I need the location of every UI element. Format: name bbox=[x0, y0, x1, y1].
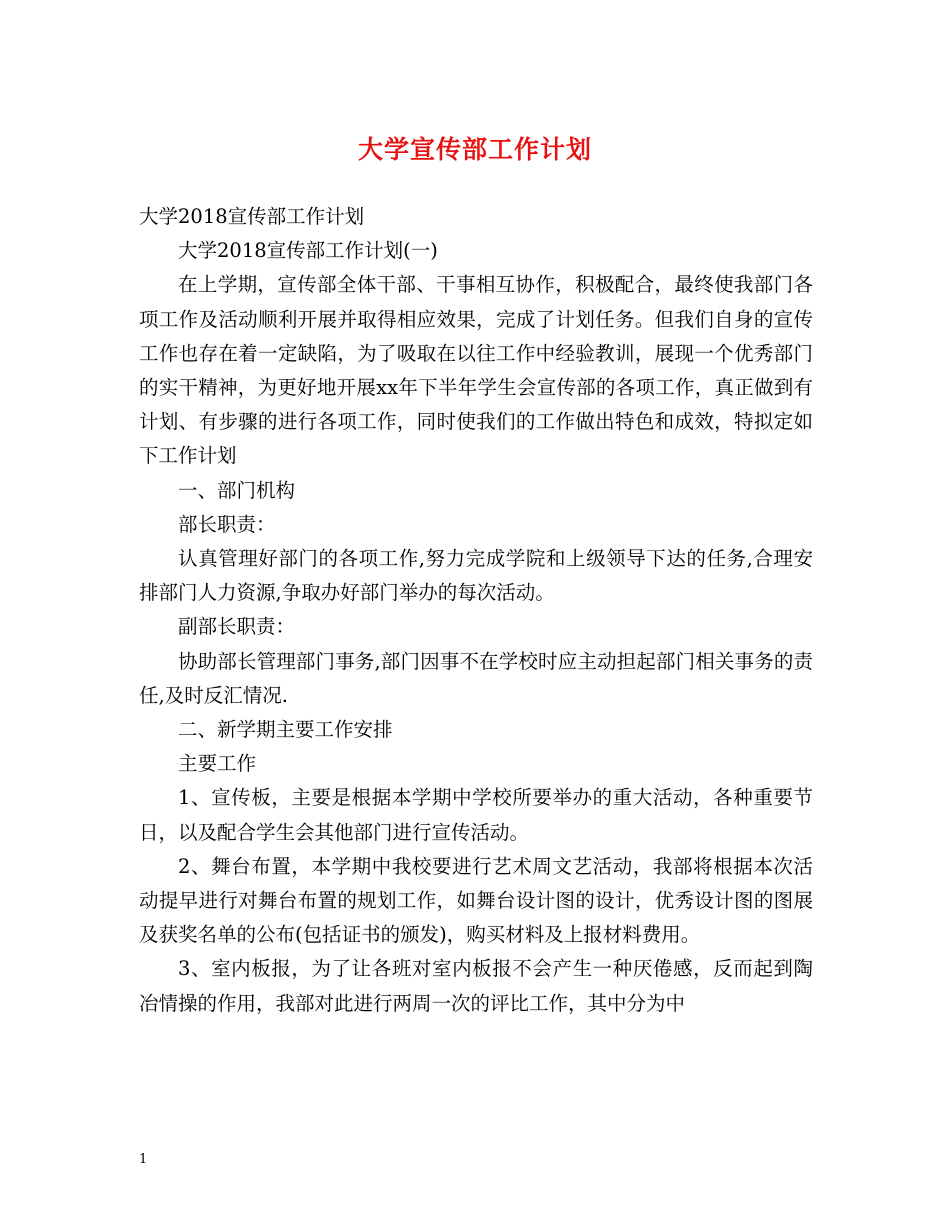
document-title: 大学宣传部工作计划 bbox=[357, 135, 592, 164]
document-body bbox=[139, 200, 813, 1021]
paragraph-heading: 大学2018宣传部工作计划 bbox=[139, 205, 365, 228]
paragraph-item-2: 2、舞台布置，本学期中我校要进行艺术周文艺活动，我部将根据本次活动提早进行对舞台布置的规划工作，如舞台设计图的设计，优秀设计图的图展及获奖名单的公布(包括证书的颁发)，购买材料及上报材料费用。 bbox=[139, 854, 813, 947]
paragraph-item-1: 1、宣传板，主要是根据本学期中学校所要举办的重大活动，各种重要节日，以及配合学生会其他部门进行宣传活动。 bbox=[139, 786, 813, 844]
paragraph-minister-duties: 认真管理好部门的各项工作,努力完成学院和上级领导下达的任务,合理安排部门人力资源,争取办好部门举办的每次活动。 bbox=[139, 547, 813, 605]
section-heading-2: 二、新学期主要工作安排 bbox=[178, 718, 393, 742]
paragraph-vice-minister-duties: 协助部长管理部门事务,部门因事不在学校时应主动担起部门相关事务的责任,及时反汇情况. bbox=[139, 649, 813, 707]
section-heading-1: 一、部门机构 bbox=[178, 478, 296, 502]
paragraph-label-minister: 部长职责： bbox=[178, 512, 276, 536]
page-number: 1 bbox=[139, 1152, 148, 1167]
paragraph-label-main-work: 主要工作 bbox=[178, 752, 257, 776]
paragraph-subheading: 大学2018宣传部工作计划(一) bbox=[178, 239, 438, 263]
paragraph-label-vice-minister: 副部长职责： bbox=[178, 615, 296, 639]
paragraph-intro: 在上学期，宣传部全体干部、干事相互协作，积极配合，最终使我部门各项工作及活动顺利开展并取得相应效果，完成了计划任务。但我们自身的宣传工作也存在着一定缺陷，为了吸取在以往工作中经验教训，展现一个优秀部门的实干精神，为更好地开展xx年下半年学生会宣传部的各项工作，真正做到有计划、有步骤的进行各项工作，同时使我们的工作做出特色和成效，特拟定如下工作计划 bbox=[139, 273, 813, 468]
paragraph-item-3: 3、室内板报，为了让各班对室内板报不会产生一种厌倦感，反而起到陶冶情操的作用，我部对此进行两周一次的评比工作，其中分为中 bbox=[139, 957, 813, 1015]
